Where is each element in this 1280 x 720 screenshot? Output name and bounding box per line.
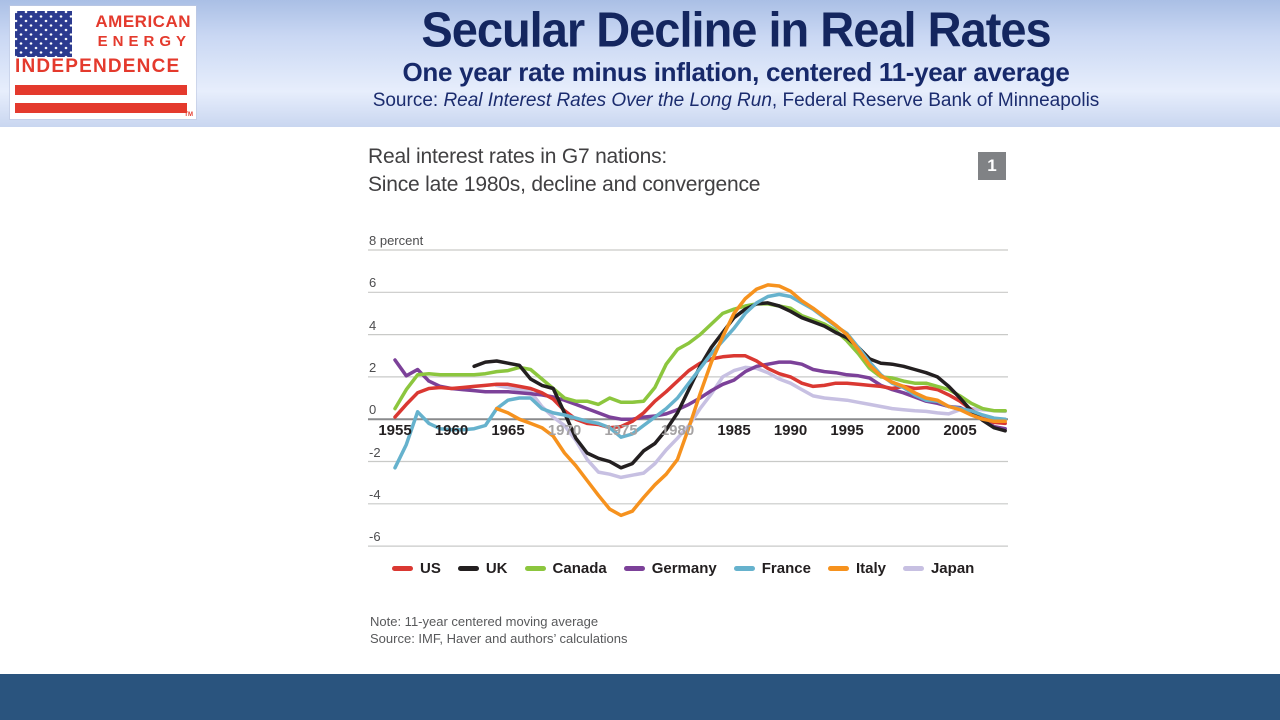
chart-title [368,143,1016,199]
x-tick-label: 1990 [773,422,808,440]
x-tick-label: 1955 [378,422,412,440]
y-tick-label: 2 [369,359,377,375]
legend-item-japan [903,560,974,577]
legend-swatch-icon [392,566,413,571]
trademark-symbol: TM [184,112,193,118]
legend-swatch-icon [903,566,924,571]
legend-item-france [734,560,811,577]
legend-item-italy [828,560,886,577]
y-tick-label: 6 [369,275,377,291]
chart-svg [368,245,1013,560]
legend-item-germany [624,560,717,577]
legend-label: Canada [552,560,607,577]
company-logo [10,6,196,119]
y-tick-label: -4 [369,486,381,502]
figure-number-badge: 1 [978,152,1006,180]
legend-swatch-icon [828,566,849,571]
legend-label: Italy [855,560,886,577]
logo-text-american: AMERICAN [95,12,191,31]
page-subtitle: One year rate minus inflation, centered 11-year average [402,57,1070,88]
flag-stripe-icon [15,103,187,113]
flag-canton-icon [15,11,72,57]
y-tick-label: -2 [369,444,381,460]
legend-label: US [420,560,441,577]
page-title: Secular Decline in Real Rates [421,2,1051,58]
legend-item-us [392,560,441,577]
chart-title-line2: Since late 1980s, decline and convergence [368,172,761,196]
chart-figure [368,143,1016,663]
legend-label: France [761,560,811,577]
footer-band [0,674,1280,720]
legend-label: Germany [651,560,717,577]
y-tick-label: 8 percent [369,233,424,248]
x-tick-label: 2005 [943,422,977,440]
chart-title-line1: Real interest rates in G7 nations: [368,145,668,168]
legend-item-canada [525,560,607,577]
legend-swatch-icon [458,566,479,571]
y-tick-label: 4 [369,317,377,333]
y-tick-label: 0 [369,402,377,418]
flag-stripe-icon [15,85,187,95]
x-tick-label: 1975 [604,422,638,440]
legend-label: Japan [930,560,975,577]
header-band [0,0,1280,127]
x-tick-label: 1980 [660,422,695,440]
source-suffix: , Federal Reserve Bank of Minneapolis [771,90,1100,112]
logo-text-independence: INDEPENDENCE [15,56,181,77]
y-tick-label: -6 [369,529,381,545]
chart-source: Source: IMF, Haver and authors’ calculations [370,630,628,646]
x-tick-label: 1985 [717,422,751,440]
chart-legend [392,560,974,577]
x-tick-label: 1965 [491,422,525,440]
legend-swatch-icon [734,566,755,571]
x-tick-label: 1970 [547,422,582,440]
series-line-france [395,294,1005,467]
source-italic-title: Real Interest Rates Over the Long Run [443,90,772,112]
chart-note: Note: 11-year centered moving average [370,614,599,629]
legend-swatch-icon [624,566,645,571]
x-tick-label: 1960 [434,422,469,440]
legend-item-uk [458,560,508,577]
header-titles [196,0,1276,112]
x-tick-label: 2000 [886,422,921,440]
chart-notes [370,614,627,648]
legend-swatch-icon [525,566,546,571]
source-prefix: Source: [372,90,444,112]
header-source-line [196,90,1276,112]
legend-label: UK [485,560,508,577]
series-line-uk [474,303,1005,468]
logo-text-energy: ENERGY [97,33,191,50]
x-tick-label: 1995 [830,422,864,440]
